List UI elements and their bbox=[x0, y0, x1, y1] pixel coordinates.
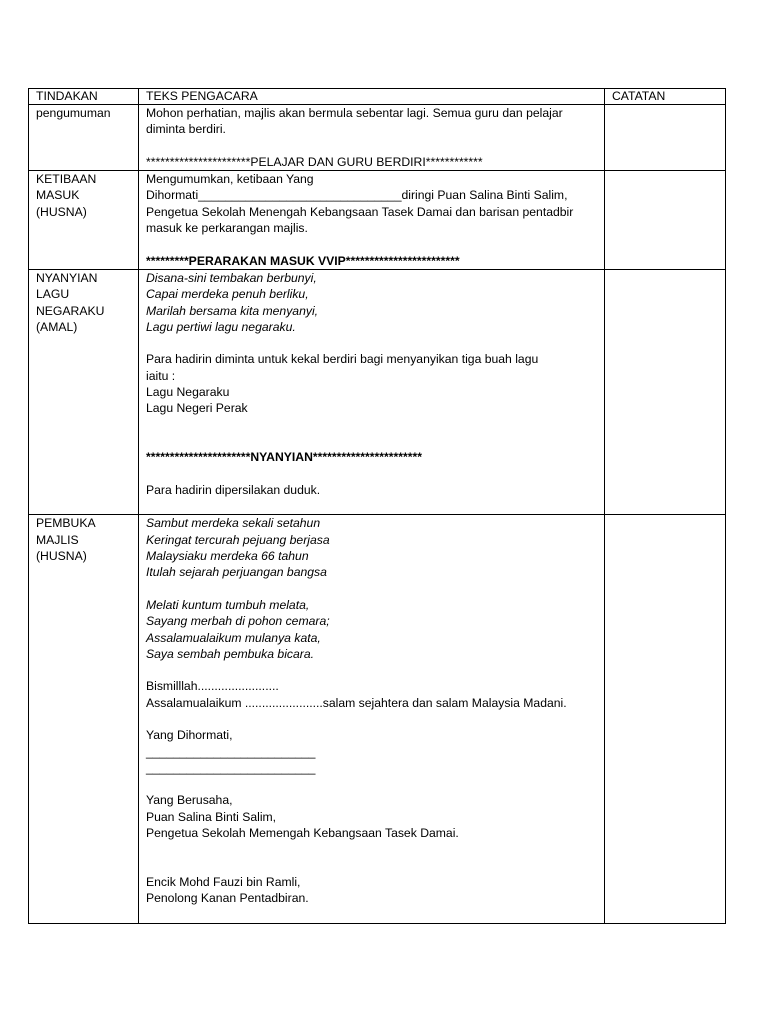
blank-line bbox=[146, 236, 598, 252]
tindakan-cell bbox=[29, 105, 139, 171]
tindakan-line: NEGARAKU bbox=[36, 303, 105, 318]
teks-pengacara-cell bbox=[139, 105, 605, 171]
catatan-cell bbox=[605, 105, 726, 171]
tindakan-line: pengumuman bbox=[36, 106, 111, 120]
tindakan-line: (HUSNA) bbox=[36, 549, 87, 564]
blank-line bbox=[146, 907, 598, 923]
script-line: Melati kuntum tumbuh melata, bbox=[146, 597, 310, 612]
script-line: Malaysiaku merdeka 66 tahun bbox=[146, 549, 309, 564]
blank-line bbox=[146, 138, 598, 154]
script-line: Mohon perhatian, majlis akan bermula sebentar lagi. Semua guru dan pelajar bbox=[146, 106, 563, 120]
script-line: Dihormati______________________________diringi Puan Salina Binti Salim, bbox=[146, 188, 568, 203]
blank-line bbox=[146, 433, 598, 449]
script-line: Pengetua Sekolah Memengah Kebangsaan Tasek Damai. bbox=[146, 826, 459, 841]
tindakan-line: NYANYIAN LAGU bbox=[36, 270, 101, 302]
teks-pengacara-cell bbox=[139, 171, 605, 270]
script-line: Lagu Negaraku bbox=[146, 385, 230, 400]
script-line: _________________________ bbox=[146, 760, 316, 775]
teks-pengacara-cell bbox=[139, 269, 605, 514]
script-line: Keringat tercurah pejuang berjasa bbox=[146, 532, 330, 547]
header-catatan: CATATAN bbox=[605, 89, 726, 105]
table-header-row bbox=[29, 89, 726, 105]
script-line: Saya sembah pembuka bicara. bbox=[146, 646, 315, 661]
script-line: Penolong Kanan Pentadbiran. bbox=[146, 891, 309, 906]
script-line: _________________________ bbox=[146, 744, 316, 759]
script-line: masuk ke perkarangan majlis. bbox=[146, 221, 308, 236]
script-line: iaitu : bbox=[146, 368, 176, 383]
tindakan-line: (HUSNA) bbox=[36, 204, 87, 219]
table-row bbox=[29, 515, 726, 923]
header-tindakan: TINDAKAN bbox=[29, 89, 139, 105]
catatan-cell bbox=[605, 171, 726, 270]
script-line: Yang Dihormati, bbox=[146, 728, 233, 743]
script-line: Bismilllah........................ bbox=[146, 679, 279, 694]
script-line: Mengumumkan, ketibaan Yang bbox=[146, 172, 314, 187]
teks-pengacara-cell bbox=[139, 515, 605, 923]
blank-line bbox=[146, 498, 598, 514]
script-line: Pengetua Sekolah Menengah Kebangsaan Tasek Damai dan barisan pentadbir bbox=[146, 204, 574, 219]
table-row bbox=[29, 269, 726, 514]
script-line: Sayang merbah di pohon cemara; bbox=[146, 614, 330, 629]
script-line: Assalamualaikum mulanya kata, bbox=[146, 630, 321, 645]
header-teks-pengacara: TEKS PENGACARA bbox=[139, 89, 605, 105]
catatan-cell bbox=[605, 515, 726, 923]
script-line: Lagu Negeri Perak bbox=[146, 401, 248, 416]
script-line: Encik Mohd Fauzi bin Ramli, bbox=[146, 874, 301, 889]
table-row bbox=[29, 105, 726, 171]
blank-line bbox=[146, 662, 598, 678]
blank-line bbox=[146, 841, 598, 857]
blank-line bbox=[146, 466, 598, 482]
script-line: Itulah sejarah perjuangan bangsa bbox=[146, 565, 327, 580]
script-line: Yang Berusaha, bbox=[146, 793, 233, 808]
tindakan-cell bbox=[29, 171, 139, 270]
blank-line bbox=[146, 335, 598, 351]
script-line: *********PERARAKAN MASUK VVIP************************ bbox=[146, 253, 460, 268]
script-table bbox=[28, 88, 726, 924]
tindakan-cell bbox=[29, 515, 139, 923]
tindakan-line: (AMAL) bbox=[36, 319, 78, 334]
catatan-cell bbox=[605, 269, 726, 514]
script-line: Para hadirin diminta untuk kekal berdiri bagi menyanyikan tiga buah lagu bbox=[146, 352, 539, 367]
script-line: **********************PELAJAR DAN GURU BERDIRI************ bbox=[146, 154, 483, 169]
script-line: Lagu pertiwi lagu negaraku. bbox=[146, 319, 296, 334]
table-row bbox=[29, 171, 726, 270]
script-line: Para hadirin dipersilakan duduk. bbox=[146, 482, 321, 497]
script-line: Marilah bersama kita menyanyi, bbox=[146, 303, 319, 318]
script-line: Disana-sini tembakan berbunyi, bbox=[146, 270, 317, 285]
script-line: Capai merdeka penuh berliku, bbox=[146, 287, 309, 302]
tindakan-line: KETIBAAN bbox=[36, 172, 97, 187]
blank-line bbox=[146, 581, 598, 597]
blank-line bbox=[146, 776, 598, 792]
blank-line bbox=[146, 858, 598, 874]
tindakan-cell bbox=[29, 269, 139, 514]
script-line: Sambut merdeka sekali setahun bbox=[146, 516, 321, 531]
tindakan-line: PEMBUKA bbox=[36, 516, 96, 531]
tindakan-line: MASUK bbox=[36, 188, 80, 203]
script-line: Puan Salina Binti Salim, bbox=[146, 809, 277, 824]
blank-line bbox=[146, 417, 598, 433]
script-line: diminta berdiri. bbox=[146, 122, 226, 137]
blank-line bbox=[146, 711, 598, 727]
script-line: **********************NYANYIAN*********************** bbox=[146, 450, 422, 465]
tindakan-line: MAJLIS bbox=[36, 532, 79, 547]
script-line: Assalamualaikum .......................salam sejahtera dan salam Malaysia Madani. bbox=[146, 695, 567, 710]
